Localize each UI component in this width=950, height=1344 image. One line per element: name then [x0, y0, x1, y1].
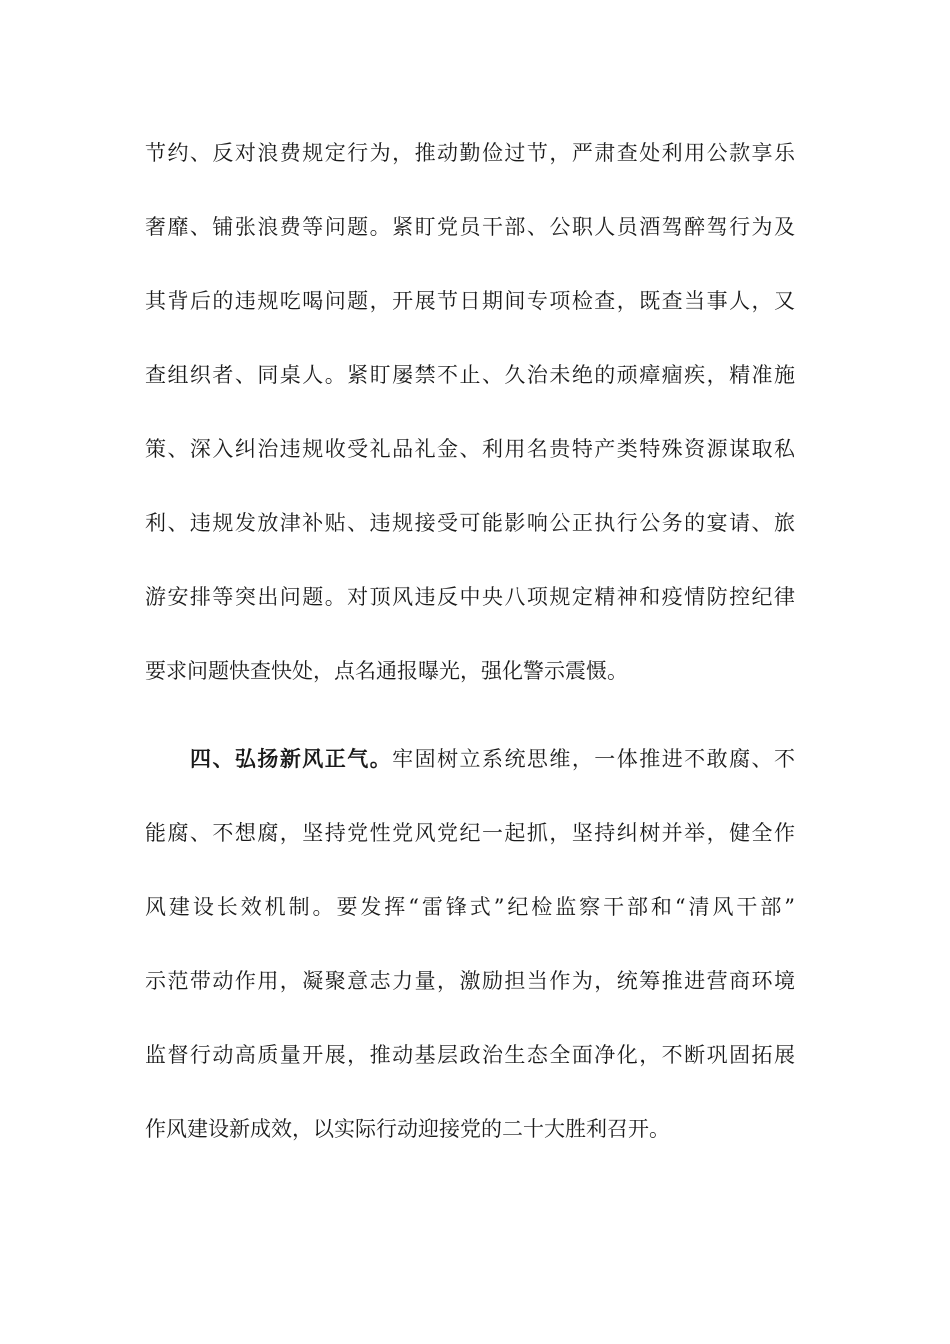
- paragraph-line: 要求问题快查快处，点名通报曝光，强化警示震慑。: [145, 659, 628, 683]
- paragraph-line: 奢靡、铺张浪费等问题。紧盯党员干部、公职人员酒驾醉驾行为及: [145, 215, 795, 239]
- paragraph-line: 利、违规发放津补贴、违规接受可能影响公正执行公务的宴请、旅: [145, 511, 795, 535]
- paragraph-line: 策、深入纠治违规收受礼品礼金、利用名贵特产类特殊资源谋取私: [145, 437, 795, 461]
- paragraph-line: 风建设长效机制。要发挥“雷锋式”纪检监察干部和“清风干部”: [145, 895, 795, 919]
- paragraph-text: 牢固树立系统思维，一体推进不敢腐、不: [392, 747, 795, 771]
- paragraph-line: 能腐、不想腐，坚持党性党风党纪一起抓，坚持纠树并举，健全作: [145, 821, 795, 845]
- section-heading: 四、弘扬新风正气。: [190, 746, 393, 771]
- paragraph-line: 监督行动高质量开展，推动基层政治生态全面净化，不断巩固拓展: [145, 1043, 795, 1067]
- paragraph-line: 作风建设新成效，以实际行动迎接党的二十大胜利召开。: [145, 1117, 670, 1141]
- paragraph-line: 示范带动作用，凝聚意志力量，激励担当作为，统筹推进营商环境: [145, 969, 795, 993]
- paragraph-first-line: [190, 739, 795, 779]
- paragraph-line: 游安排等突出问题。对顶风违反中央八项规定精神和疫情防控纪律: [145, 585, 795, 609]
- paragraph-line: 其背后的违规吃喝问题，开展节日期间专项检查，既查当事人，又: [145, 289, 795, 313]
- paragraph-line: 节约、反对浪费规定行为，推动勤俭过节，严肃查处利用公款享乐: [145, 141, 795, 165]
- paragraph-line: 查组织者、同桌人。紧盯屡禁不止、久治未绝的顽瘴痼疾，精准施: [145, 363, 795, 387]
